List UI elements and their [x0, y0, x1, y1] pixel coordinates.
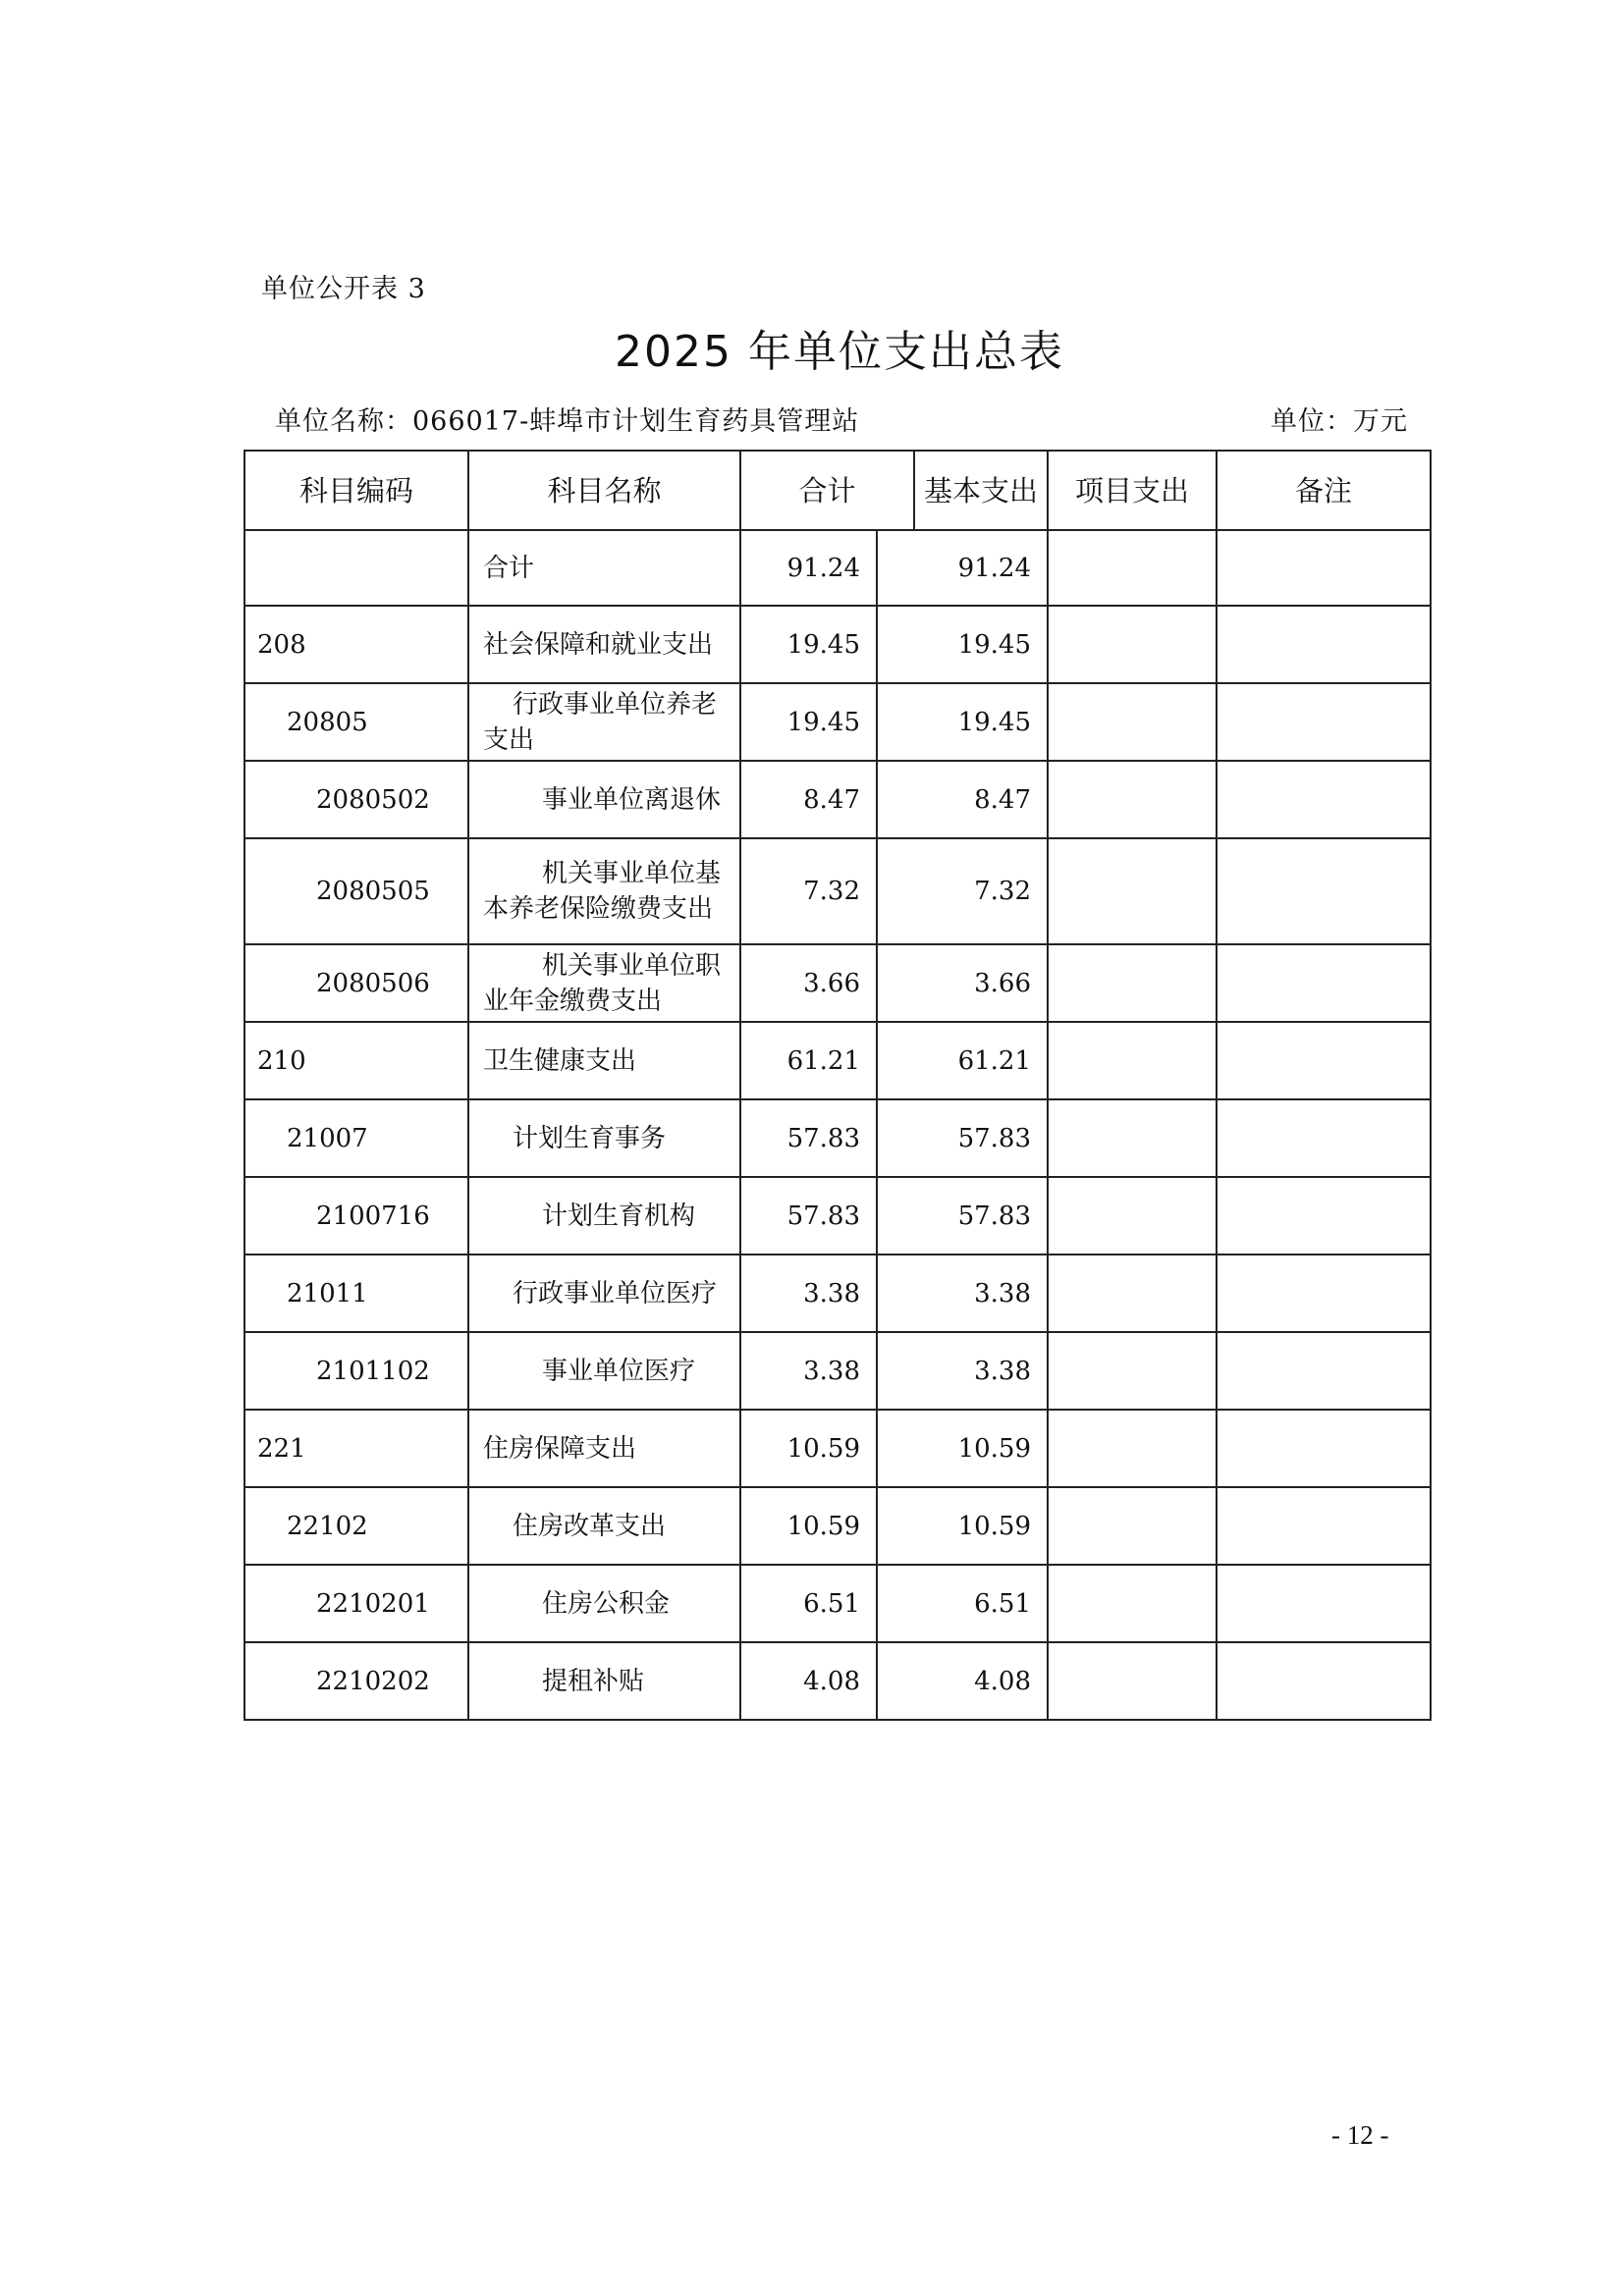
- cell-code: [245, 945, 469, 1021]
- cell-note: [1218, 1023, 1432, 1098]
- cell-basic: 61.21: [878, 1023, 1049, 1098]
- code-text: 22102: [287, 1511, 368, 1541]
- table-row: [245, 607, 1432, 684]
- code-text: 20805: [287, 707, 368, 737]
- expenditure-table: [244, 450, 1432, 1721]
- cell-code: [245, 684, 469, 760]
- cell-total: 4.08: [741, 1643, 878, 1719]
- cell-total: 19.45: [741, 684, 878, 760]
- cell-project: [1049, 1411, 1218, 1486]
- cell-code: [245, 1100, 469, 1176]
- unit-name: 单位名称：066017-蚌埠市计划生育药具管理站: [275, 406, 860, 437]
- cell-basic: 3.66: [878, 945, 1049, 1021]
- header-note: 备注: [1218, 452, 1432, 529]
- table-row: [245, 1255, 1432, 1333]
- cell-code: [245, 1178, 469, 1254]
- cell-name: [469, 1488, 741, 1564]
- name-text: 住房公积金: [542, 1588, 671, 1619]
- cell-note: [1218, 945, 1432, 1021]
- cell-project: [1049, 1643, 1218, 1719]
- cell-note: [1218, 1100, 1432, 1176]
- name-text: 提租补贴: [542, 1666, 645, 1696]
- cell-note: [1218, 839, 1432, 943]
- table-row: [245, 1488, 1432, 1566]
- name-text: 行政事业单位医疗: [513, 1278, 718, 1308]
- cell-name: [469, 945, 741, 1021]
- cell-project: [1049, 1255, 1218, 1331]
- name-text: 住房保障支出: [483, 1433, 637, 1464]
- cell-basic: 8.47: [878, 762, 1049, 837]
- cell-name: [469, 1333, 741, 1409]
- table-row: [245, 839, 1432, 945]
- cell-project: [1049, 1178, 1218, 1254]
- cell-name: [469, 607, 741, 682]
- cell-name: [469, 1411, 741, 1486]
- code-text: 210: [257, 1045, 306, 1076]
- cell-note: [1218, 531, 1432, 605]
- code-text: 221: [257, 1433, 306, 1464]
- header-basic: 基本支出: [915, 452, 1049, 529]
- code-text: 2210202: [316, 1666, 430, 1696]
- cell-name: [469, 1643, 741, 1719]
- cell-note: [1218, 1566, 1432, 1641]
- cell-project: [1049, 1488, 1218, 1564]
- code-text: 2080505: [316, 877, 430, 906]
- cell-total: 19.45: [741, 607, 878, 682]
- cell-project: [1049, 839, 1218, 943]
- table-row: [245, 1100, 1432, 1178]
- cell-code: [245, 531, 469, 605]
- cell-code: [245, 1411, 469, 1486]
- name-text: 行政事业单位养老支出: [483, 689, 718, 755]
- cell-note: [1218, 762, 1432, 837]
- cell-name: [469, 531, 741, 605]
- cell-code: [245, 839, 469, 943]
- cell-project: [1049, 684, 1218, 760]
- cell-basic: 10.59: [878, 1488, 1049, 1564]
- unit-measure: 单位：万元: [1271, 406, 1408, 437]
- name-text: 计划生育事务: [513, 1123, 667, 1153]
- cell-basic: 7.32: [878, 839, 1049, 943]
- cell-name: [469, 684, 741, 760]
- cell-code: [245, 1643, 469, 1719]
- cell-basic: 57.83: [878, 1100, 1049, 1176]
- name-text: 事业单位离退休: [542, 784, 722, 815]
- cell-project: [1049, 1333, 1218, 1409]
- cell-basic: 3.38: [878, 1333, 1049, 1409]
- table-row: [245, 1411, 1432, 1488]
- cell-code: [245, 1255, 469, 1331]
- cell-name: [469, 1255, 741, 1331]
- cell-code: [245, 1488, 469, 1564]
- cell-name: [469, 762, 741, 837]
- cell-code: [245, 1023, 469, 1098]
- code-text: 21011: [287, 1278, 368, 1308]
- table-row: [245, 1566, 1432, 1643]
- cell-code: [245, 1333, 469, 1409]
- cell-note: [1218, 1178, 1432, 1254]
- table-row: [245, 684, 1432, 762]
- cell-total: 57.83: [741, 1100, 878, 1176]
- cell-project: [1049, 1100, 1218, 1176]
- cell-project: [1049, 531, 1218, 605]
- cell-total: 3.66: [741, 945, 878, 1021]
- header-code: 科目编码: [245, 452, 469, 529]
- name-text: 事业单位医疗: [542, 1356, 696, 1386]
- code-text: 208: [257, 629, 306, 660]
- page-number: - 12 -: [1331, 2120, 1389, 2150]
- cell-total: 8.47: [741, 762, 878, 837]
- cell-code: [245, 607, 469, 682]
- table-row: [245, 531, 1432, 607]
- form-label: 单位公开表 3: [261, 274, 426, 304]
- cell-code: [245, 762, 469, 837]
- code-text: 2100716: [316, 1201, 430, 1231]
- cell-note: [1218, 1333, 1432, 1409]
- name-text: 机关事业单位职业年金缴费支出: [483, 950, 722, 1016]
- cell-basic: 19.45: [878, 607, 1049, 682]
- cell-note: [1218, 1411, 1432, 1486]
- cell-total: 3.38: [741, 1333, 878, 1409]
- cell-name: [469, 839, 741, 943]
- header-project: 项目支出: [1049, 452, 1218, 529]
- cell-note: [1218, 684, 1432, 760]
- name-text: 合计: [483, 553, 535, 583]
- cell-total: 91.24: [741, 531, 878, 605]
- name-text: 住房改革支出: [513, 1511, 667, 1541]
- cell-total: 61.21: [741, 1023, 878, 1098]
- cell-basic: 6.51: [878, 1566, 1049, 1641]
- cell-basic: 91.24: [878, 531, 1049, 605]
- name-text: 计划生育机构: [542, 1201, 696, 1231]
- name-text: 社会保障和就业支出: [483, 629, 714, 660]
- name-text: 机关事业单位基本养老保险缴费支出: [483, 859, 722, 924]
- cell-basic: 10.59: [878, 1411, 1049, 1486]
- cell-project: [1049, 945, 1218, 1021]
- header-name: 科目名称: [469, 452, 741, 529]
- header-total: 合计: [741, 452, 915, 529]
- cell-name: [469, 1023, 741, 1098]
- code-text: 2101102: [316, 1356, 430, 1386]
- cell-name: [469, 1566, 741, 1641]
- cell-code: [245, 1566, 469, 1641]
- cell-total: 6.51: [741, 1566, 878, 1641]
- cell-basic: 4.08: [878, 1643, 1049, 1719]
- table-row: [245, 1023, 1432, 1100]
- cell-basic: 57.83: [878, 1178, 1049, 1254]
- cell-project: [1049, 1566, 1218, 1641]
- cell-note: [1218, 1255, 1432, 1331]
- cell-note: [1218, 607, 1432, 682]
- table-row: [245, 1333, 1432, 1411]
- cell-project: [1049, 762, 1218, 837]
- cell-name: [469, 1178, 741, 1254]
- cell-total: 7.32: [741, 839, 878, 943]
- table-body: [245, 531, 1432, 1721]
- cell-name: [469, 1100, 741, 1176]
- cell-basic: 3.38: [878, 1255, 1049, 1331]
- name-text: 卫生健康支出: [483, 1045, 637, 1076]
- table-row: [245, 1178, 1432, 1255]
- cell-note: [1218, 1488, 1432, 1564]
- code-text: 2080502: [316, 784, 430, 815]
- cell-project: [1049, 1023, 1218, 1098]
- cell-total: 10.59: [741, 1488, 878, 1564]
- table-row: [245, 945, 1432, 1023]
- cell-note: [1218, 1643, 1432, 1719]
- cell-project: [1049, 607, 1218, 682]
- code-text: 21007: [287, 1123, 368, 1153]
- code-text: 2080506: [316, 968, 430, 998]
- cell-total: 10.59: [741, 1411, 878, 1486]
- table-header-row: [245, 452, 1432, 531]
- cell-total: 3.38: [741, 1255, 878, 1331]
- table-row: [245, 762, 1432, 839]
- code-text: 2210201: [316, 1588, 430, 1619]
- table-row: [245, 1643, 1432, 1721]
- cell-basic: 19.45: [878, 684, 1049, 760]
- document-title: 2025 年单位支出总表: [615, 327, 1064, 377]
- cell-total: 57.83: [741, 1178, 878, 1254]
